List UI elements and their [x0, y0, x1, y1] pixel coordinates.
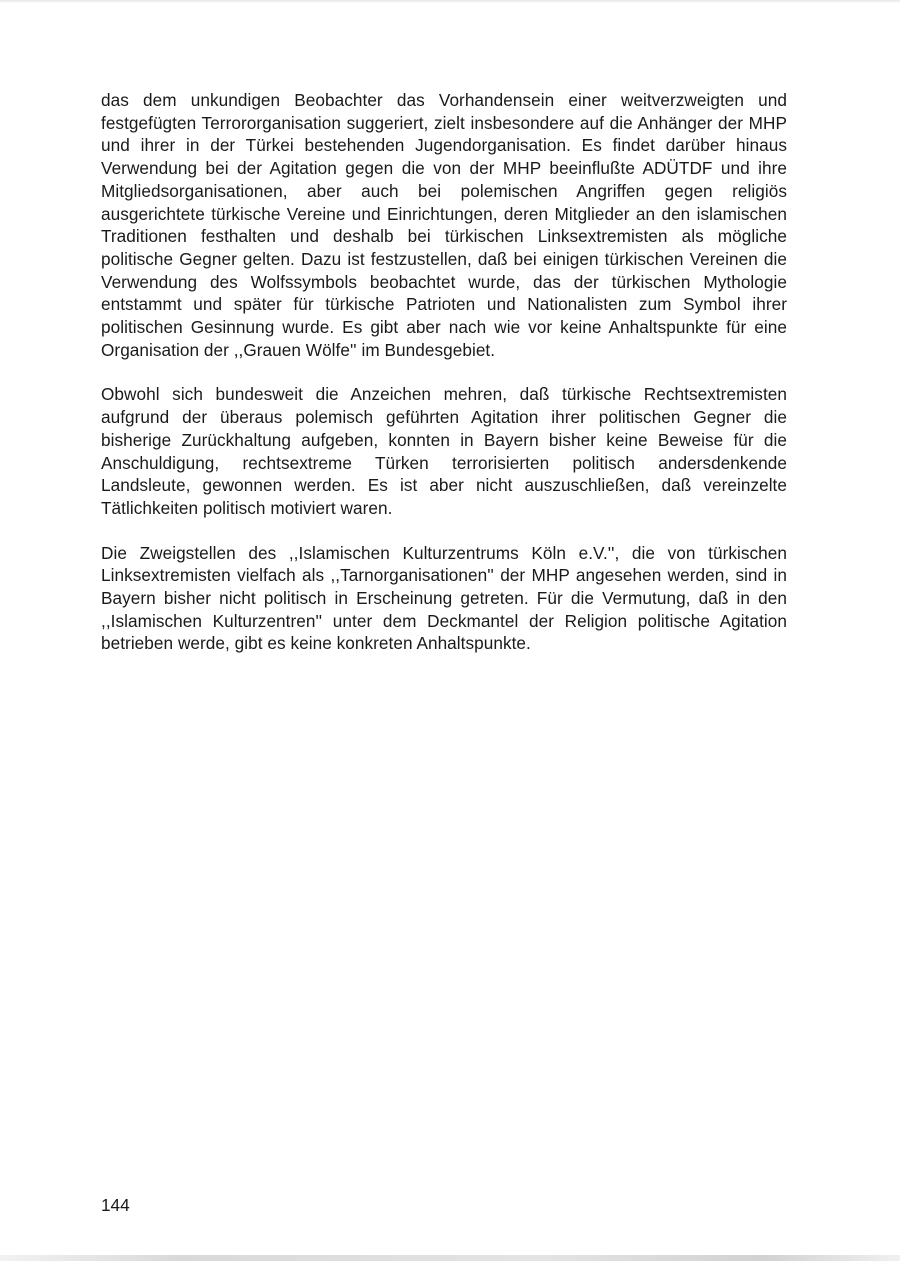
document-body — [101, 89, 787, 677]
scan-edge-bottom — [0, 1255, 900, 1261]
paragraph-2: Obwohl sich bundesweit die Anzeichen mehren, daß türkische Rechtsextremisten aufgrund der überaus polemisch geführten Agitation ihrer politischen Gegner die bisherige Zurückhaltung aufgeben, konnten in Bayern bisher keine Beweise für die Anschuldigung, rechtsextreme Türken terrorisierten politisch andersdenkende Landsleute, gewonnen werden. Es ist aber nicht auszuschließen, daß vereinzelte Tätlichkeiten politisch motiviert waren. — [101, 384, 787, 518]
scan-edge-top — [0, 0, 900, 3]
paragraph-1: das dem unkundigen Beobachter das Vorhandensein einer weitverzweigten und festgefügten Terrororganisation suggeriert, zielt insbesondere auf die Anhänger der MHP und ihrer in der Türkei bestehenden Jugendorganisation. Es findet darüber hinaus Verwendung bei der Agitation gegen die von der MHP beeinflußte ADÜTDF und ihre Mitgliedsorganisationen, aber auch bei polemischen Angriffen gegen religiös ausgerichtete türkische Vereine und Einrichtungen, deren Mitglieder an den islamischen Traditionen festhalten und deshalb bei türkischen Linksextremisten als mögliche politische Gegner gelten. Dazu ist festzustellen, daß bei einigen türkischen Vereinen die Verwendung des Wolfssymbols beobachtet wurde, das der türkischen Mythologie entstammt und später für türkische Patrioten und Nationalisten zum Symbol ihrer politischen Gesinnung wurde. Es gibt aber nach wie vor keine Anhaltspunkte für eine Organisation der ,,Grauen Wölfe'' im Bundesgebiet. — [101, 90, 787, 360]
paragraph-3: Die Zweigstellen des ,,Islamischen Kulturzentrums Köln e.V.'', die von türkischen Linksextremisten vielfach als ,,Tarnorganisationen'' der MHP angesehen werden, sind in Bayern bisher nicht politisch in Erscheinung getreten. Für die Vermutung, daß in den ,,Islamischen Kulturzentren'' unter dem Deckmantel der Religion politische Agitation betrieben werde, gibt es keine konkreten Anhaltspunkte. — [101, 542, 787, 654]
page-number: 144 — [101, 1195, 130, 1215]
